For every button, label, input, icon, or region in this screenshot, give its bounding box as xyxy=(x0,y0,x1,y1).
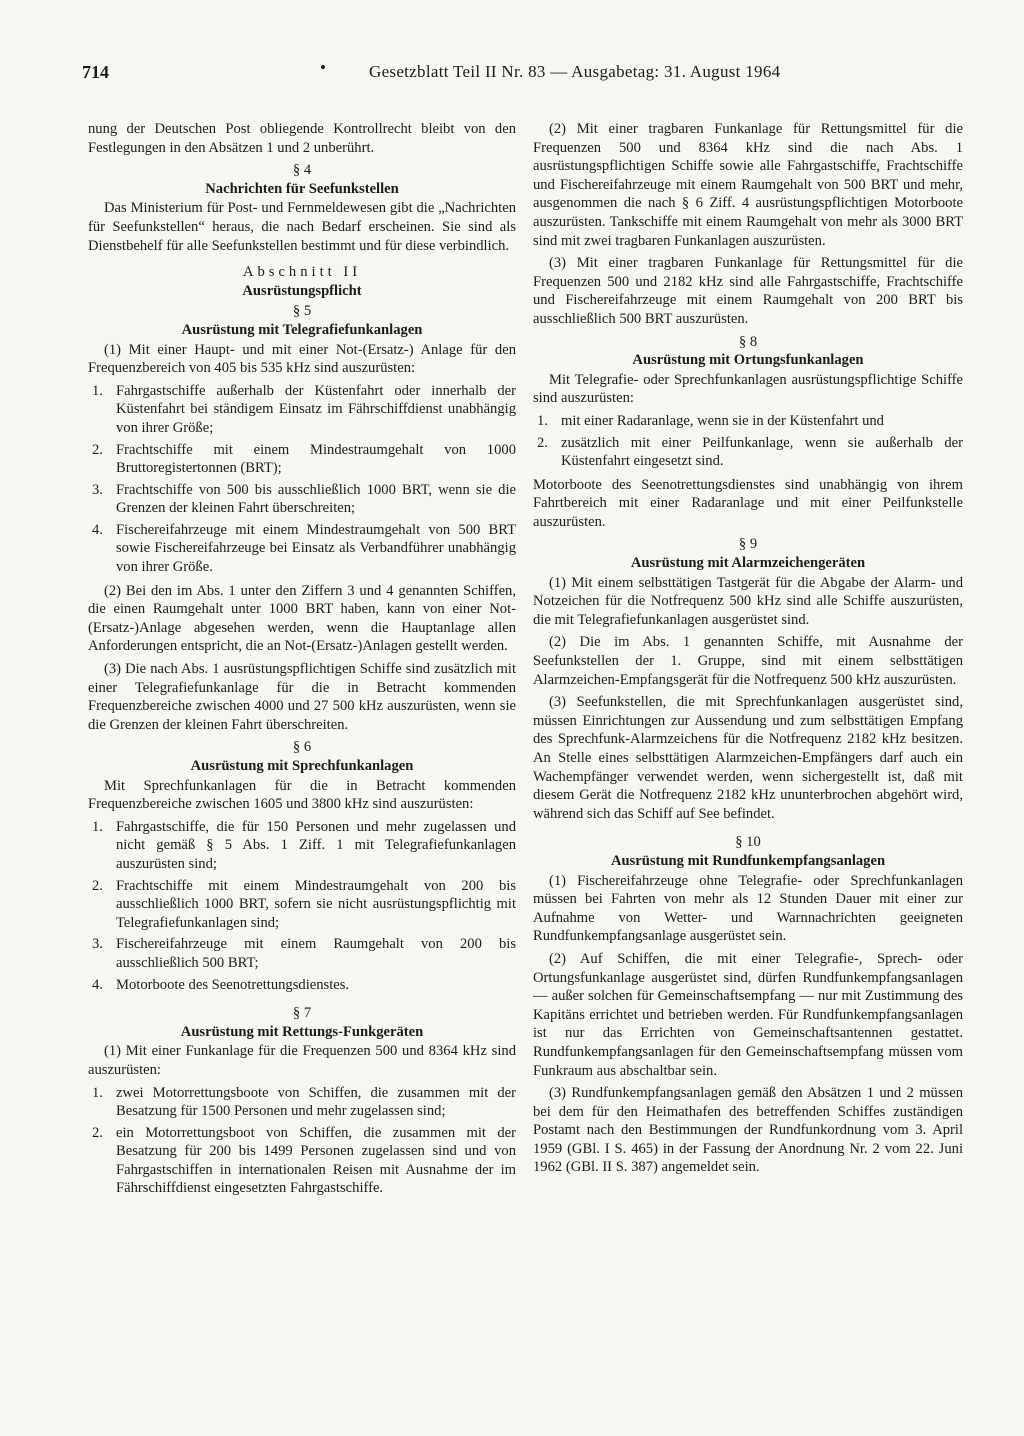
section-5-paragraph-3: (3) Die nach Abs. 1 ausrüstungspflichtigen Schiffe sind zusätzlich mit einer Telegrafiefunkanlage für die in Betracht kommenden Frequenzbereiche zwischen 4000 und 27 500 kHz auszurüsten, wenn sie die Grenzen der kleinen Fahrt überschreiten. xyxy=(88,661,516,733)
chapter-title: Ausrüstungspflicht xyxy=(242,282,362,299)
item-number: 4. xyxy=(92,521,103,538)
section-8-paragraph-1: Mit Telegrafie- oder Sprechfunkanlagen ausrüstungspflichtige Schiffe sind auszurüsten: xyxy=(533,371,963,407)
section-7-title: Ausrüstung mit Rettungs-Funkgeräten xyxy=(180,1023,424,1040)
section-8-number: § 8 xyxy=(738,333,758,350)
chapter-label: Abschnitt II xyxy=(242,264,362,281)
section-7-paragraph-1: (1) Mit einer Funkanlage für die Frequenzen 500 und 8364 kHz sind auszurüsten: xyxy=(88,1043,516,1078)
section-7-number: § 7 xyxy=(292,1005,312,1022)
item-text: Frachtschiffe mit einem Mindestraumgehalt von 200 bis ausschließlich 1000 BRT, sofern sie nicht ausrüstungspflichtig mit Telegrafiefunkanlagen sind; xyxy=(116,877,516,931)
section-9-number: § 9 xyxy=(738,536,758,553)
list-item xyxy=(88,935,516,972)
item-number: 2. xyxy=(92,1124,103,1141)
item-number: 2. xyxy=(92,441,103,458)
section-5-number: § 5 xyxy=(292,303,312,320)
item-number: 2. xyxy=(92,877,103,894)
page-header xyxy=(82,58,952,92)
list-item xyxy=(88,1124,516,1198)
left-column xyxy=(88,120,516,1203)
section-6-number: § 6 xyxy=(292,739,312,756)
list-item xyxy=(533,412,963,431)
section-5-list xyxy=(88,382,516,577)
item-text: Motorboote des Seenotrettungsdienstes. xyxy=(116,976,350,993)
section-6-list xyxy=(88,818,516,994)
item-text: Fischereifahrzeuge mit einem Mindestraumgehalt von 500 BRT sowie Fischereifahrzeuge bei Einsatz als Verbandführer unabhängig von ihrer Größe. xyxy=(116,521,516,576)
section-7-list xyxy=(88,1084,516,1199)
section-9-paragraph-2: (2) Die im Abs. 1 genannten Schiffe, mit Ausnahme der Seefunkstellen der 1. Gruppe, sind mit einem selbsttätigen Alarmzeichen-Empfangsgerät für die Notfrequenz 500 kHz auszurüsten. xyxy=(533,634,963,688)
section-9-title: Ausrüstung mit Alarmzeichengeräten xyxy=(630,555,866,572)
section-10-paragraph-2: (2) Auf Schiffen, die mit einer Telegrafie-, Sprech- oder Ortungsfunkanlage ausgerüstet sind, dürfen Rundfunkempfangsanlagen — außer solchen für Gemeinschaftsempfang — nur mit Zustimmung des Kapitäns errichtet und betrieben werden. Für Rundfunkempfangsanlagen ist nur das Errichten von Gemeinschaftsantennen gestattet. Rundfunkempfangsanlagen für den Gemeinschaftsempfang müssen vom Funkraum aus abschaltbar sein. xyxy=(533,950,963,1079)
item-text: Fahrgastschiffe, die für 150 Personen und mehr zugelassen und nicht gemäß § 5 Abs. 1 Ziff. 1 mit Telegrafiefunkanlagen auszurüsten sind; xyxy=(116,818,516,872)
section-5-paragraph-1: (1) Mit einer Haupt- und mit einer Not-(Ersatz-) Anlage für den Frequenzbereich von 405 bis 535 kHz sind auszurüsten: xyxy=(88,341,516,377)
section-5-title: Ausrüstung mit Telegrafiefunkanlagen xyxy=(181,321,423,338)
item-text: Fischereifahrzeuge mit einem Raumgehalt von 200 bis ausschließlich 500 BRT; xyxy=(116,936,516,971)
page-number: 714 xyxy=(82,62,109,82)
right-column xyxy=(533,120,963,1181)
item-number: 2. xyxy=(537,434,548,451)
section-10-paragraph-1: (1) Fischereifahrzeuge ohne Telegrafie- oder Sprechfunkanlagen müssen bei Fahrten von mehr als 12 Stunden Dauer mit einer zur Aufnahme von Wetter- und Warnnachrichten geeigneten Rundfunkempfangsanlage ausgerüstet sein. xyxy=(533,872,963,945)
section-4-number: § 4 xyxy=(292,162,312,179)
item-number: 1. xyxy=(537,412,548,429)
section-8-title: Ausrüstung mit Ortungsfunkanlagen xyxy=(632,352,864,369)
section-4-paragraph: Das Ministerium für Post- und Fernmeldewesen gibt die „Nachrichten für Seefunkstellen“ heraus, die nach Bedarf erscheinen. Sie sind als Dienstbehelf für alle Seefunkstellen bestimmt und für diese verbindlich. xyxy=(88,200,516,254)
continued-paragraph: nung der Deutschen Post obliegende Kontrollrecht bleibt von den Festlegungen in den Absätzen 1 und 2 unberührt. xyxy=(88,121,516,156)
item-text: zusätzlich mit einer Peilfunkanlage, wenn sie außerhalb der Küstenfahrt eingesetzt sind. xyxy=(561,434,963,470)
section-7-paragraph-2: (2) Mit einer tragbaren Funkanlage für Rettungsmittel für die Frequenzen 500 und 8364 kHz sind die nach Abs. 1 ausrüstungspflichtigen Schiffe sowie alle Fahrgastschiffe, Frachtschiffe und Fischereifahrzeuge mit einem Raumgehalt von 500 BRT und mehr, ausgenommen die nach § 6 Ziff. 4 ausrüstungspflichtigen Motorboote auszurüsten. Tankschiffe mit einem Raumgehalt von mehr als 3000 BRT sind mit zwei tragbaren Funkanlagen auszurüsten. xyxy=(533,121,963,249)
item-number: 3. xyxy=(92,936,103,953)
section-10-number: § 10 xyxy=(735,834,761,851)
section-5-paragraph-2: (2) Bei den im Abs. 1 unter den Ziffern 3 und 4 genannten Schiffen, die einen Raumgehalt unter 1000 BRT haben, kann von einer Not-(Ersatz-)Anlage abgesehen werden, wenn die Hauptanlage allen Anforderungen entspricht, die an Not-(Ersatz-)Anlagen gestellt werden. xyxy=(88,582,516,655)
item-number: 1. xyxy=(92,818,103,835)
list-item xyxy=(533,434,963,471)
section-8-paragraph-2: Motorboote des Seenotrettungsdienstes sind unabhängig von ihrem Fahrtbereich mit einer Radaranlage und mit einer Peilfunkstelle auszurüsten. xyxy=(533,476,963,530)
item-number: 1. xyxy=(92,382,103,399)
gazette-title: Gesetzblatt Teil II Nr. 83 — Ausgabetag: 31. August 1964 xyxy=(369,62,781,81)
list-item xyxy=(88,481,516,518)
section-9-paragraph-1: (1) Mit einem selbsttätigen Tastgerät für die Abgabe der Alarm- und Notzeichen für die Notfrequenz 500 kHz sind alle Schiffe auszurüsten, die mit Telegrafiefunkanlagen ausgerüstet sind. xyxy=(533,574,963,628)
section-10-title: Ausrüstung mit Rundfunkempfangsanlagen xyxy=(610,852,886,869)
item-text: zwei Motorrettungsboote von Schiffen, die zusammen mit der Besatzung für 1500 Personen und mehr zugelassen sind; xyxy=(116,1084,516,1120)
section-6-paragraph-1: Mit Sprechfunkanlagen für die in Betracht kommenden Frequenzbereiche zwischen 1605 und 3800 kHz sind auszurüsten: xyxy=(88,777,516,813)
list-item xyxy=(88,441,516,478)
section-10-paragraph-3: (3) Rundfunkempfangsanlagen gemäß den Absätzen 1 und 2 müssen bei dem für den Heimathafen des betreffenden Schiffes zuständigen Postamt nach den Bestimmungen der Rundfunkordnung vom 3. April 1959 (GBl. I S. 465) in der Fassung der Anordnung Nr. 2 vom 22. Juni 1962 (GBl. II S. 387) angemeldet sein. xyxy=(533,1085,963,1176)
section-7-paragraph-3: (3) Mit einer tragbaren Funkanlage für Rettungsmittel für die Frequenzen 500 und 2182 kHz sind alle Fahrgastschiffe, Frachtschiffe und Fischereifahrzeuge mit einem Raumgehalt von 200 BRT bis ausschließlich 500 BRT auszurüsten. xyxy=(533,255,963,327)
item-number: 1. xyxy=(92,1084,103,1101)
item-text: mit einer Radaranlage, wenn sie in der Küstenfahrt und xyxy=(561,412,884,429)
item-text: Frachtschiffe von 500 bis ausschließlich 1000 BRT, wenn sie die Grenzen der kleinen Fahrt überschreiten; xyxy=(116,481,516,517)
item-number: 4. xyxy=(92,976,103,993)
section-4-title: Nachrichten für Seefunkstellen xyxy=(205,180,399,197)
item-text: Frachtschiffe mit einem Mindestraumgehalt von 1000 Bruttoregistertonnen (BRT); xyxy=(116,441,516,477)
list-item xyxy=(88,877,516,933)
list-item xyxy=(88,976,516,995)
section-8-list xyxy=(533,412,963,471)
item-text: Fahrgastschiffe außerhalb der Küstenfahrt oder innerhalb der Küstenfahrt bei ständigem Einsatz im Fährschiffdienst unabhängig von ihrer Größe; xyxy=(116,382,516,436)
section-6-title: Ausrüstung mit Sprechfunkanlagen xyxy=(190,758,414,774)
item-number: 3. xyxy=(92,481,103,498)
list-item xyxy=(88,1084,516,1121)
list-item xyxy=(88,521,516,577)
item-text: ein Motorrettungsboot von Schiffen, die zusammen mit der Besatzung für 200 bis 1499 Personen zugelassen sind und von Fahrgastschiffen in internationalen Reisen mit Ausnahme der im Fährschiffdienst eingesetzten Fahrgastschiffe. xyxy=(116,1124,516,1197)
list-item xyxy=(88,382,516,438)
section-9-paragraph-3: (3) Seefunkstellen, die mit Sprechfunkanlagen ausgerüstet sind, müssen Einrichtungen zur Aussendung und zum selbsttätigen Empfang des Sprechfunk-Alarmzeichens für die Notfrequenz 2182 kHz besitzen. An Stelle eines selbsttätigen Alarmzeichen-Empfängers darf auch ein Wachempfänger verwendet werden, wenn sichergestellt ist, daß mit diesem Gerät die Notfrequenz 2182 kHz ununterbrochen abgehört wird, während sich das Schiff auf See befindet. xyxy=(533,694,963,822)
header-separator: • xyxy=(320,58,326,77)
list-item xyxy=(88,818,516,874)
